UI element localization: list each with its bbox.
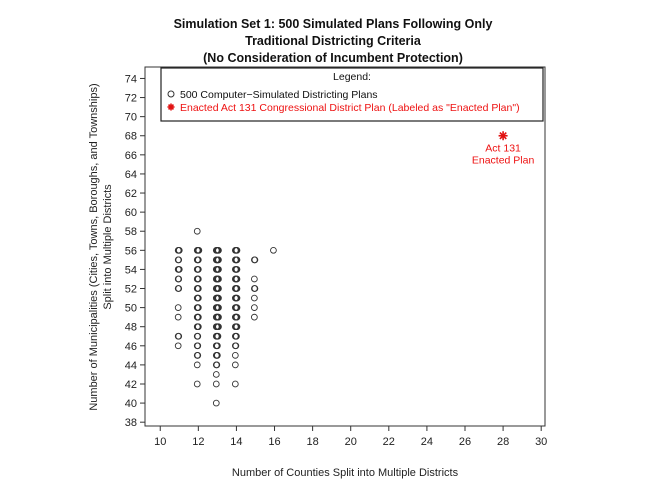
- y-axis: [125, 73, 145, 429]
- simulated-plan-point: [194, 381, 200, 387]
- simulated-plan-point: [194, 228, 200, 234]
- x-tick-label: 12: [192, 436, 205, 448]
- x-tick-label: 26: [458, 436, 472, 448]
- x-tick-label: 18: [306, 436, 319, 448]
- simulated-plan-point: [175, 305, 181, 311]
- chart-title-line-2: Traditional Districting Criteria: [245, 34, 421, 48]
- y-axis-label-line-2: Split into Multiple Districts: [102, 184, 114, 310]
- y-tick-label: 60: [124, 207, 137, 220]
- x-tick-label: 30: [535, 436, 548, 448]
- simulated-plan-point: [213, 400, 219, 406]
- y-tick-label: 56: [124, 245, 137, 258]
- enacted-plan-annotation: [472, 143, 535, 167]
- chart-title: [174, 17, 493, 65]
- y-axis-label: [88, 83, 114, 410]
- annotation-line-1: Act 131: [485, 142, 521, 155]
- x-tick-label: 10: [154, 436, 167, 448]
- simulated-plan-point: [271, 247, 277, 253]
- x-tick-label: 16: [268, 436, 281, 448]
- y-tick-label: 68: [124, 130, 137, 143]
- simulated-plan-point: [194, 362, 200, 368]
- chart-title-line-3: (No Consideration of Incumbent Protection): [203, 51, 463, 65]
- simulated-plan-point: [213, 381, 219, 387]
- y-tick-label: 70: [124, 111, 137, 124]
- legend-asterisk: [168, 104, 175, 111]
- chart-title-line-1: Simulation Set 1: 500 Simulated Plans Following Only: [173, 17, 493, 31]
- simulated-plan-point: [251, 295, 257, 301]
- simulated-plan-point: [232, 352, 238, 358]
- enacted-plan-point: [499, 131, 508, 140]
- y-tick-label: 46: [124, 340, 137, 353]
- y-tick-label: 74: [124, 73, 137, 86]
- legend-title: Legend:: [333, 71, 371, 83]
- y-tick-label: 66: [124, 149, 137, 162]
- simulated-plan-point: [175, 314, 181, 320]
- simulated-plan-point: [232, 362, 238, 368]
- simulated-plan-point: [232, 381, 238, 387]
- simulated-plan-point: [251, 314, 257, 320]
- x-tick-label: 24: [420, 436, 434, 448]
- data-points: [175, 131, 507, 406]
- simulated-plan-point: [251, 305, 257, 311]
- simulated-plan-point: [251, 276, 257, 282]
- y-axis-label-line-1: Number of Municipalities (Cities, Towns, Boroughs, and Townships): [88, 83, 100, 411]
- legend-entry-simulated: 500 Computer−Simulated Districting Plans: [180, 89, 378, 101]
- y-tick-label: 54: [124, 264, 137, 277]
- x-tick-label: 14: [230, 436, 243, 448]
- y-tick-label: 62: [124, 188, 137, 201]
- x-axis-label: Number of Counties Split into Multiple Districts: [231, 467, 459, 479]
- x-tick-label: 20: [344, 436, 357, 448]
- x-tick-label: 28: [496, 436, 510, 448]
- y-tick-label: 52: [124, 283, 137, 296]
- legend: [161, 68, 543, 121]
- x-tick-label: 22: [382, 436, 395, 448]
- legend-entry-enacted: Enacted Act 131 Congressional District Plan (Labeled as "Enacted Plan"): [180, 102, 520, 114]
- y-tick-label: 50: [124, 302, 137, 315]
- y-tick-label: 42: [124, 378, 137, 391]
- y-tick-label: 38: [124, 417, 137, 430]
- simulated-plan-point: [213, 372, 219, 378]
- y-tick-label: 72: [124, 92, 137, 105]
- x-axis: [154, 426, 547, 448]
- annotation-line-2: Enacted Plan: [471, 154, 535, 167]
- y-tick-label: 40: [124, 398, 137, 411]
- legend-marker-enacted: [168, 104, 175, 111]
- y-tick-label: 48: [124, 321, 137, 334]
- y-tick-label: 58: [124, 226, 137, 239]
- y-tick-label: 64: [124, 168, 137, 181]
- y-tick-label: 44: [124, 359, 137, 372]
- simulated-plan-point: [175, 343, 181, 349]
